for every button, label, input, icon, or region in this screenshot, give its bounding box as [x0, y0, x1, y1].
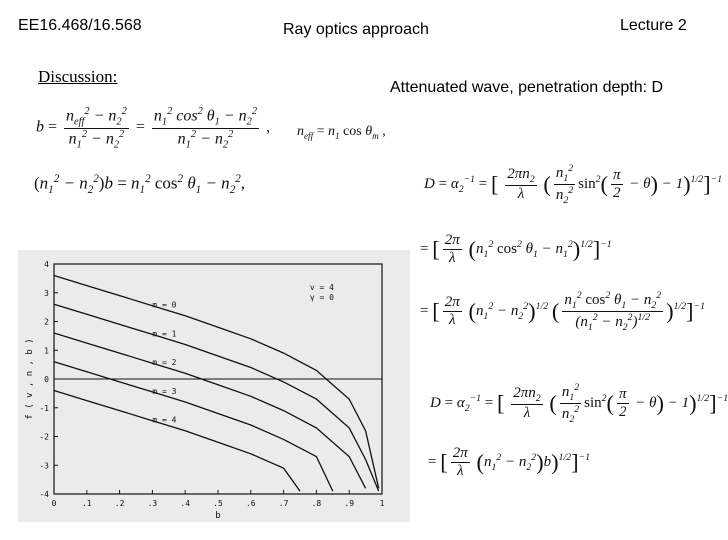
series-label: m = 0	[152, 300, 177, 310]
equation-depth-4: $D = \alpha_2^{-1}$ = [ $\frac{2\pi n_2}{\lambda}$ ( $\frac{n_1^2}{n_2^2}$ $\sin^2$( $\frac{\pi}{2}$ − θ) − 1)$^{1/2}$]$^{-1}$	[430, 382, 728, 425]
equation-neff: $n_{eff} = n_1$ $\cos \theta_m$ ,	[297, 124, 386, 141]
y-tick-label: 1	[44, 346, 49, 356]
x-tick-label: .4	[180, 499, 191, 508]
equation-rearranged: $(n_1^2 - n_2^2)b = n_1^2$ $\cos^2 \theta_1 - n_2^2$,	[34, 173, 245, 197]
dispersion-plot	[18, 250, 410, 522]
parameter-label: γ = 0	[309, 292, 334, 302]
x-tick-label: .3	[147, 499, 158, 508]
parameter-label: v = 4	[309, 282, 334, 292]
y-tick-label: -3	[39, 461, 49, 471]
series-label: m = 1	[152, 329, 177, 339]
y-tick-label: -1	[39, 403, 49, 413]
series-label: m = 3	[152, 386, 177, 396]
series-label: m = 2	[152, 358, 177, 368]
equation-depth-1: $D = \alpha_2^{-1}$ = [ $\frac{2\pi n_2}{\lambda}$ ( $\frac{n_1^2}{n_2^2}$ $\sin^2$( $\frac{\pi}{2}$ − θ) − 1)$^{1/2}$]$^{-1}$	[424, 163, 723, 206]
y-tick-label: -2	[39, 432, 49, 442]
equation-depth-2: = [ $\frac{2\pi}{\lambda}$ ($n_1^2$ $\cos^2 \theta_1 - n_1^2)^{1/2}]^{-1}$	[420, 232, 612, 266]
x-tick-label: .8	[311, 499, 322, 508]
slide-title: Ray optics approach	[283, 21, 429, 38]
equation-b-definition: b = $\frac{n_{eff}^2 - n_2^2}{n_1^2 - n_2^2}$ = $\frac{n_1^2 \cos^2 \theta_1 - n_2^2}{n_1^2 - n_2^2}$ ,	[36, 106, 271, 151]
x-tick-label: .2	[114, 499, 125, 508]
y-tick-label: 0	[44, 375, 49, 384]
y-tick-label: 3	[44, 288, 49, 298]
y-tick-label: 2	[44, 317, 49, 327]
y-axis-label: f ( v , n , b )	[25, 338, 35, 420]
x-tick-label: .1	[81, 499, 92, 508]
x-tick-label: 1	[379, 499, 385, 508]
x-tick-label: .5	[213, 499, 223, 508]
x-tick-label: .7	[278, 499, 289, 508]
y-tick-label: 4	[44, 260, 49, 269]
x-axis-label: b	[215, 511, 221, 521]
x-tick-label: .9	[344, 499, 355, 508]
plot-background	[18, 250, 410, 522]
discussion-label: Discussion:	[38, 67, 118, 86]
x-tick-label: .6	[245, 499, 256, 508]
x-tick-label: 0	[51, 499, 57, 508]
lecture-label: Lecture 2	[620, 17, 687, 34]
equation-depth-5: = [ $\frac{2\pi}{\lambda}$ $(n_1^2 - n_2^2)b)^{1/2}]^{-1}$	[428, 445, 591, 479]
y-tick-label: -4	[39, 490, 49, 499]
series-label: m = 4	[152, 415, 177, 425]
right-heading: Attenuated wave, penetration depth: D	[390, 79, 664, 96]
course-code: EE16.468/16.568	[18, 17, 142, 34]
equation-depth-3: = [ $\frac{2\pi}{\lambda}$ $(n_1^2 - n_2^2)^{1/2}$ ( $\frac{n_1^2 \cos^2 \theta_1 - n_2^2}{(n_1^2 - n_2^2)^{1/2}}$ )$^{1/2}$]$^{-1}$	[420, 290, 706, 333]
